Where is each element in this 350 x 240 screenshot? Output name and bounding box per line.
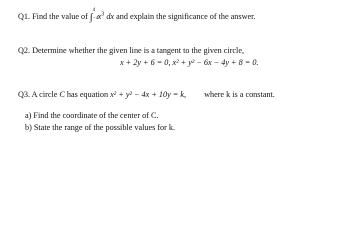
part-b-label: b) <box>25 123 32 132</box>
integral-symbol: ∫ <box>89 12 93 23</box>
upper-limit: 4 <box>92 8 96 13</box>
q1-text-before: Find the value of <box>32 12 88 21</box>
part-a-label: a) <box>25 111 32 120</box>
q2-circle-equation: x² + y² − 6x − 4y + 8 = 0. <box>172 58 259 67</box>
q1-text-after: and explain the significance of the answer. <box>116 12 256 21</box>
part-b-text: State the range of the possible values for k. <box>33 123 176 132</box>
integrand: x <box>97 12 102 21</box>
question-1 <box>18 10 255 23</box>
question-2-equations <box>120 58 258 67</box>
integral-limits <box>93 10 97 20</box>
q2-line-equation: x + 2y + 6 = 0, <box>120 58 171 67</box>
question-3 <box>18 90 275 99</box>
lower-limit: −4 <box>92 16 99 21</box>
question-3-part-a <box>25 111 158 120</box>
q2-text: Determine whether the given line is a tangent to the given circle, <box>32 46 244 55</box>
q3-text: A circle <box>31 90 58 99</box>
q3-where: where k is a constant. <box>204 90 275 99</box>
question-2 <box>18 46 244 55</box>
q3-label: Q3. <box>18 90 31 99</box>
q1-label: Q1. <box>18 12 31 21</box>
q3-has-equation: has equation <box>66 90 109 99</box>
dx-label: dx <box>106 12 115 21</box>
q3-equation: x² + y² − 4x + 10y = k, <box>110 90 187 99</box>
integrand-exponent: 3 <box>101 11 105 18</box>
question-3-part-b <box>25 123 175 132</box>
q2-label: Q2. <box>18 46 31 55</box>
part-a-text: Find the coordinate of the center of C. <box>33 111 159 120</box>
q3-circle-name: C <box>59 90 65 99</box>
